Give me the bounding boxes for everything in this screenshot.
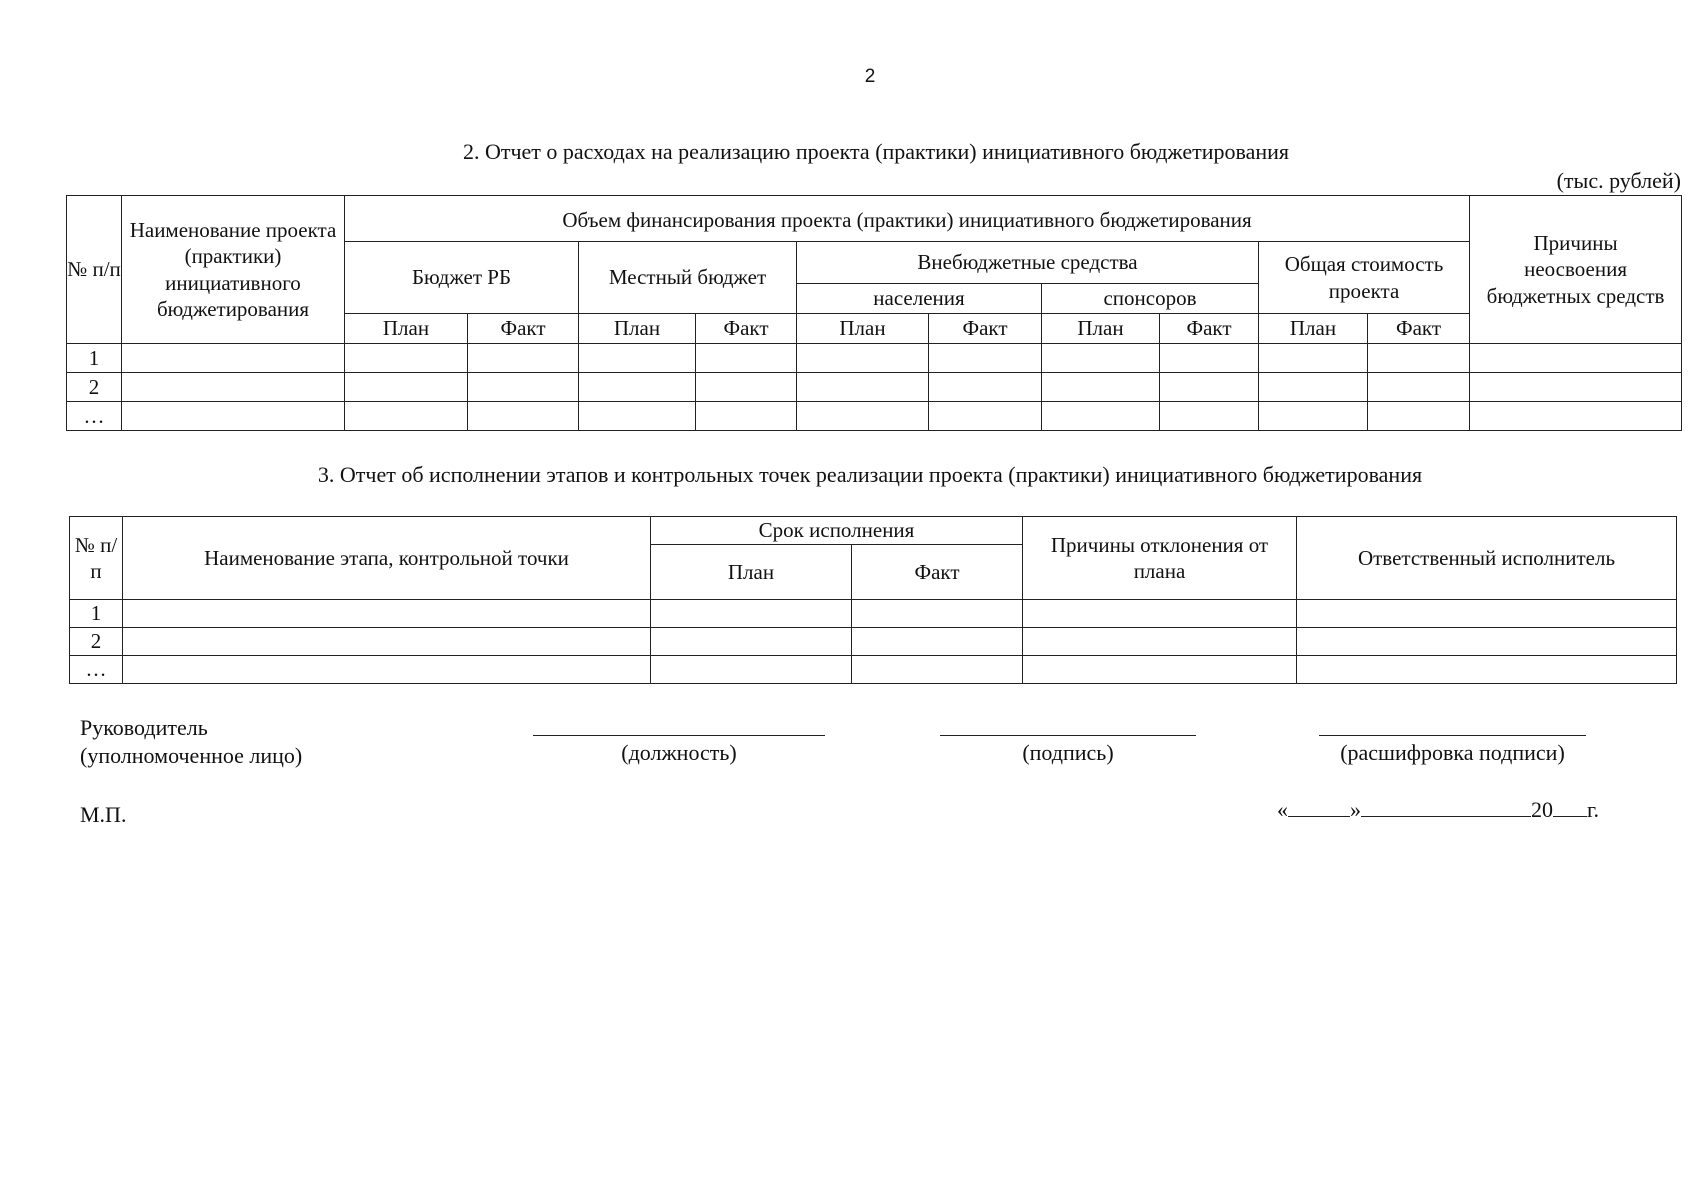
header-plan: План: [1042, 314, 1160, 344]
table-cell: [1259, 402, 1368, 431]
header-total-cost: Общая стоимость проекта: [1259, 242, 1470, 314]
header-population: населения: [797, 284, 1042, 314]
header-responsible: Ответственный исполнитель: [1297, 517, 1677, 600]
table-cell: [1160, 402, 1259, 431]
row-number: 1: [67, 344, 122, 373]
section-3-title: 3. Отчет об исполнении этапов и контрольных точек реализации проекта (практики) инициативного бюджетирования: [317, 462, 1423, 487]
header-plan: План: [579, 314, 696, 344]
page-number: 2: [864, 66, 876, 87]
table-cell: [1297, 656, 1677, 684]
table-cell: [1023, 656, 1297, 684]
table-cell: [797, 373, 929, 402]
header-reasons: Причины неосвоения бюджетных средств: [1470, 196, 1682, 344]
table-cell: [122, 373, 345, 402]
table-cell: [929, 373, 1042, 402]
table-row: [67, 344, 1682, 373]
table-cell: [1259, 373, 1368, 402]
head-signatory-label: [80, 714, 302, 769]
table-cell: [929, 402, 1042, 431]
table-cell: [123, 600, 651, 628]
position-caption: (должность): [621, 740, 737, 765]
header-fact: Факт: [1160, 314, 1259, 344]
header-num: № п/п: [70, 517, 123, 600]
header-plan: План: [345, 314, 468, 344]
table-cell: [696, 402, 797, 431]
table-cell: [468, 344, 579, 373]
table-cell: [1042, 373, 1160, 402]
table-cell: [123, 628, 651, 656]
header-local-budget: Местный бюджет: [579, 242, 797, 314]
signature-decode-line: [1319, 735, 1586, 736]
table-cell: [696, 344, 797, 373]
row-number: 2: [70, 628, 123, 656]
header-plan: План: [651, 545, 852, 600]
table-cell: [797, 344, 929, 373]
table-cell: [1259, 344, 1368, 373]
table-cell: [1042, 402, 1160, 431]
table-cell: [651, 656, 852, 684]
month-blank: [1361, 798, 1531, 817]
header-offbudget: Внебюджетные средства: [797, 242, 1259, 284]
table-cell: [651, 600, 852, 628]
table-cell: [1470, 344, 1682, 373]
table-cell: [1023, 628, 1297, 656]
table-cell: [852, 628, 1023, 656]
table-row: [67, 402, 1682, 431]
header-num: № п/п: [67, 196, 122, 344]
expenses-table: [66, 195, 1682, 431]
table-cell: [468, 373, 579, 402]
row-number: 2: [67, 373, 122, 402]
signature-line: [940, 735, 1196, 736]
header-sponsors: спонсоров: [1042, 284, 1259, 314]
table-cell: [468, 402, 579, 431]
date-field: « » 20 г.: [1277, 797, 1600, 822]
table-cell: [929, 344, 1042, 373]
header-budget-rb: Бюджет РБ: [345, 242, 579, 314]
row-number: …: [70, 656, 123, 684]
table-row: [70, 628, 1677, 656]
table-cell: [1042, 344, 1160, 373]
table-cell: [579, 344, 696, 373]
header-fact: Факт: [696, 314, 797, 344]
table-row: [67, 373, 1682, 402]
table-cell: [797, 402, 929, 431]
header-fact: Факт: [468, 314, 579, 344]
table-cell: [852, 656, 1023, 684]
header-project-name: Наименование проекта (практики) инициативного бюджетирования: [122, 196, 345, 344]
table-cell: [696, 373, 797, 402]
day-blank: [1288, 798, 1350, 817]
table-row: [70, 656, 1677, 684]
table-cell: [122, 344, 345, 373]
table-cell: [1160, 373, 1259, 402]
table-cell: [345, 373, 468, 402]
header-plan: План: [797, 314, 929, 344]
table-row: [70, 600, 1677, 628]
section-2-title: 2. Отчет о расходах на реализацию проекта (практики) инициативного бюджетирования: [462, 139, 1290, 164]
table-cell: [1023, 600, 1297, 628]
seal-label: М.П.: [80, 802, 127, 827]
table-cell: [1470, 373, 1682, 402]
row-number: 1: [70, 600, 123, 628]
table-cell: [123, 656, 651, 684]
table-cell: [1470, 402, 1682, 431]
table-cell: [852, 600, 1023, 628]
row-number: …: [67, 402, 122, 431]
units-label: (тыс. рублей): [1556, 168, 1681, 193]
header-fact: Факт: [929, 314, 1042, 344]
table-cell: [1368, 402, 1470, 431]
header-fact: Факт: [1368, 314, 1470, 344]
authorized-person-label: (уполномоченное лицо): [80, 742, 303, 768]
signature-caption: (подпись): [1022, 740, 1114, 765]
table-cell: [1368, 344, 1470, 373]
table-cell: [579, 402, 696, 431]
year-blank: [1553, 798, 1587, 817]
table-cell: [122, 402, 345, 431]
table-cell: [1368, 373, 1470, 402]
table-cell: [1160, 344, 1259, 373]
header-stage-name: Наименование этапа, контрольной точки: [123, 517, 651, 600]
position-line: [533, 735, 825, 736]
table-cell: [345, 344, 468, 373]
header-fact: Факт: [852, 545, 1023, 600]
table-cell: [345, 402, 468, 431]
signature-decode-caption: (расшифровка подписи): [1340, 740, 1565, 765]
header-deviation-reasons: Причины отклонения от плана: [1023, 517, 1297, 600]
table-cell: [579, 373, 696, 402]
table-cell: [651, 628, 852, 656]
table-cell: [1297, 628, 1677, 656]
header-plan: План: [1259, 314, 1368, 344]
header-deadline: Срок исполнения: [651, 517, 1023, 545]
head-label: Руководитель: [80, 715, 208, 740]
table-cell: [1297, 600, 1677, 628]
stages-table: [69, 516, 1677, 684]
header-financing-volume: Объем финансирования проекта (практики) инициативного бюджетирования: [345, 196, 1470, 242]
